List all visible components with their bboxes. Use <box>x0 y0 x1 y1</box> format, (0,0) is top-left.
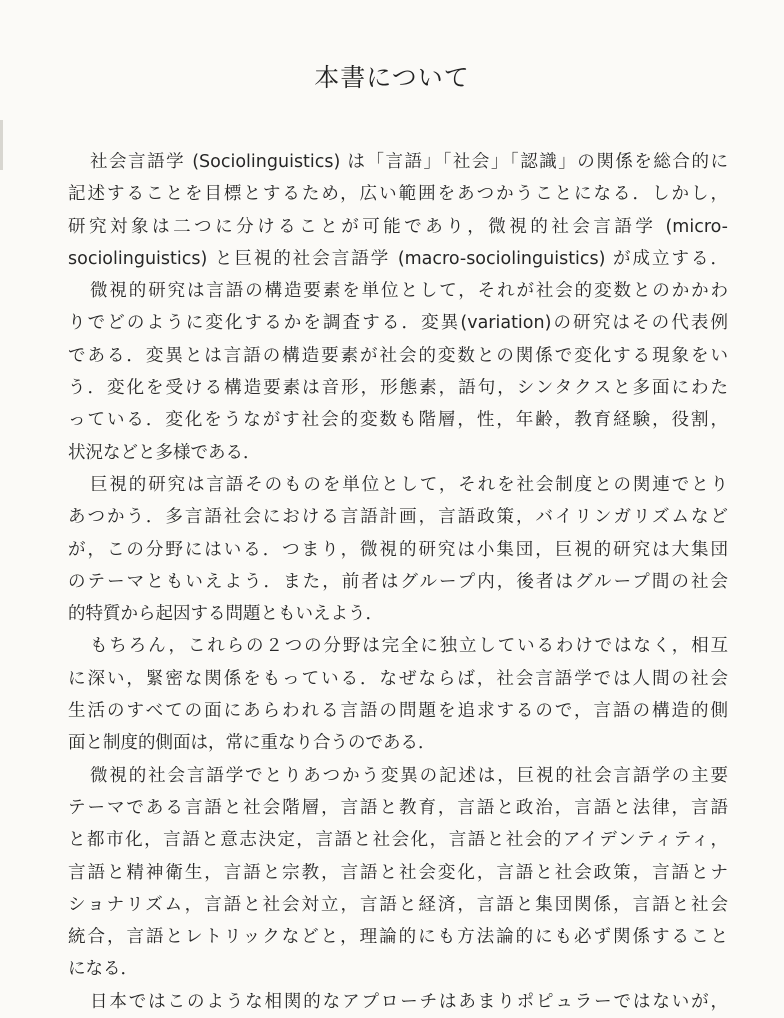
text-line: っている．変化をうながす社会的変数も階層，性，年齢，教育経験，役割， <box>68 410 728 431</box>
text-line: に深い，緊密な関係をもっている．なぜならば，社会言語学では人間の社会 <box>68 668 728 689</box>
text-line: 巨視的研究は言語そのものを単位として，それを社会制度との関連でとり <box>90 474 728 495</box>
text-line: 面と制度的側面は，常に重なり合うのである． <box>68 733 436 754</box>
paragraph-3 <box>68 469 728 630</box>
text-line: りでどのように変化するかを調査する．変異(variation)の研究はその代表例 <box>68 313 728 334</box>
text-line: 社会言語学 (Sociolinguistics) は「言語」「社会」「認識」の関係を総合的に <box>90 152 728 172</box>
text-line: 統合，言語とレトリックなどと，理論的にも方法論的にも必ず関係すること <box>68 927 728 948</box>
text-line: 状況などと多様である． <box>68 442 261 463</box>
text-line: もちろん，これらの２つの分野は完全に独立しているわけではなく，相互 <box>90 636 728 657</box>
paragraph-2 <box>68 275 728 469</box>
page-title: 本書について <box>314 63 470 92</box>
text-line: 日本ではこのような相関的なアプローチはあまりポピュラーではないが， <box>90 991 728 1012</box>
text-line: 記述することを目標とするため，広い範囲をあつかうことになる．しかし， <box>68 184 728 205</box>
text-line: 微視的社会言語学でとりあつかう変異の記述は，巨視的社会言語学の主要 <box>90 765 728 786</box>
text-line: ショナリズム，言語と社会対立，言語と経済，言語と集団関係，言語と社会 <box>68 894 728 915</box>
paragraph-1 <box>68 146 728 275</box>
text-line: 的特質から起因する問題ともいえよう． <box>68 604 383 625</box>
text-line: と都市化，言語と意志決定，言語と社会化，言語と社会的アイデンティティ， <box>68 830 728 851</box>
text-line: テーマである言語と社会階層，言語と教育，言語と政治，言語と法律，言語 <box>68 797 728 818</box>
text-line: になる． <box>68 959 138 980</box>
text-line: あつかう．多言語社会における言語計画，言語政策，バイリンガリズムなど <box>68 507 728 528</box>
text-line: 研究対象は二つに分けることが可能であり，微視的社会言語学 (micro- <box>68 216 728 237</box>
page-edge-shadow <box>0 120 3 170</box>
paragraph-6 <box>68 986 728 1018</box>
text-line: う．変化を受ける構造要素は音形，形態素，語句，シンタクスと多面にわた <box>68 378 728 399</box>
paragraph-4 <box>68 630 728 759</box>
text-line: である．変異とは言語の構造要素が社会的変数との関係で変化する現象をい <box>68 345 728 366</box>
text-line: のテーマともいえよう．また，前者はグループ内，後者はグループ間の社会 <box>68 571 728 592</box>
text-line: 言語と精神衛生，言語と宗教，言語と社会変化，言語と社会政策，言語とナ <box>68 862 728 883</box>
body-text <box>68 146 728 1018</box>
text-line: 微視的研究は言語の構造要素を単位として，それが社会的変数とのかかわ <box>90 281 728 302</box>
text-line: 生活のすべての面にあらわれる言語の問題を追求するので，言語の構造的側 <box>68 701 728 722</box>
paragraph-5 <box>68 760 728 986</box>
text-line: sociolinguistics) と巨視的社会言語学 (macro-sociolinguistics) が成立する． <box>68 248 728 269</box>
text-line: が，この分野にはいる．つまり，微視的研究は小集団，巨視的研究は大集団 <box>68 539 728 560</box>
